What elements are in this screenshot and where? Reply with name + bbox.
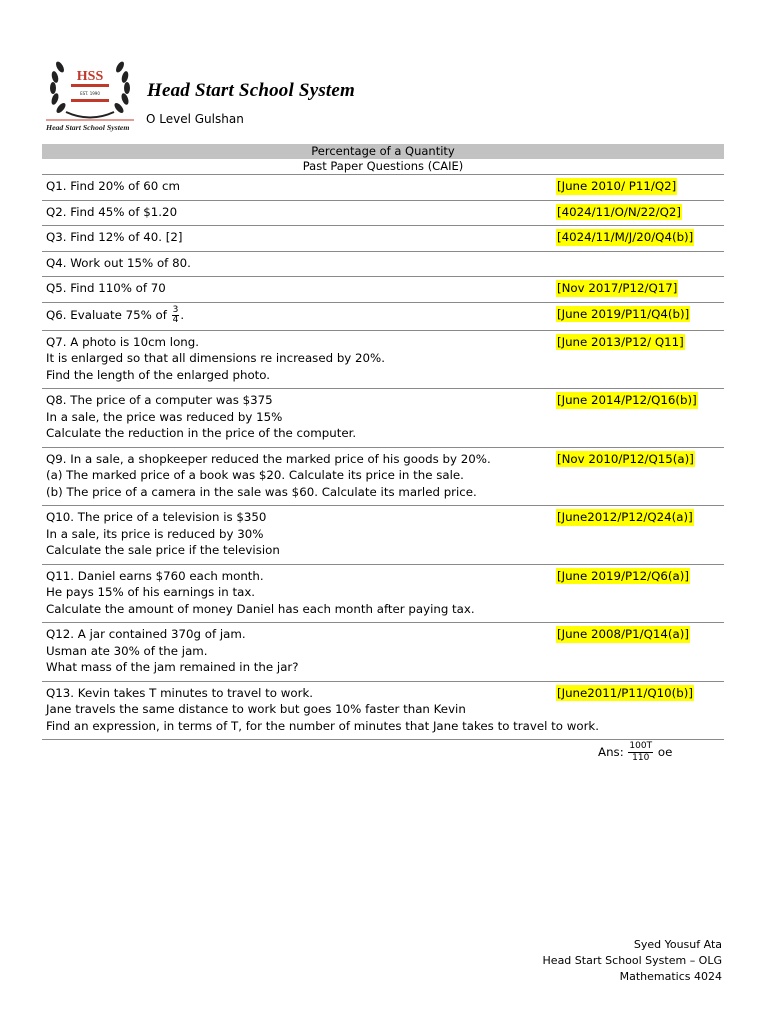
- question-line: In a sale, its price is reduced by 30%: [46, 526, 264, 541]
- question-line: Q9. In a sale, a shopkeeper reduced the marked price of his goods by 20%.: [46, 451, 491, 466]
- past-paper-reference: [June 2019/P12/Q6(a)]: [557, 568, 689, 583]
- question-line: Calculate the sale price if the television: [46, 543, 280, 557]
- question-line: Q4. Work out 15% of 80.: [46, 255, 191, 270]
- question-text: [46, 451, 551, 501]
- footer-author: Syed Yousuf Ata: [633, 938, 722, 951]
- past-paper-reference: [Nov 2017/P12/Q17]: [557, 281, 678, 295]
- question-line: Q13. Kevin takes T minutes to travel to work.: [46, 685, 314, 700]
- question-text: [46, 568, 551, 618]
- question-row: [42, 303, 724, 331]
- question-text: [46, 204, 551, 221]
- question-row: [42, 174, 724, 201]
- past-paper-reference: [June 2014/P12/Q16(b)]: [557, 393, 697, 407]
- question-line: Find an expression, in terms of T, for the number of minutes that Jane takes to travel to work.: [46, 718, 600, 733]
- subtitle-heading: Past Paper Questions (CAIE): [302, 159, 464, 173]
- past-paper-reference: [June 2013/P12/ Q11]: [557, 334, 684, 349]
- school-name: Head Start School System: [147, 80, 356, 101]
- question-list: [42, 174, 724, 740]
- question-line: Q7. A photo is 10cm long.: [46, 334, 200, 349]
- answer-q13: [598, 741, 672, 764]
- question-text: [46, 229, 551, 246]
- answer-denominator: 110: [632, 753, 650, 763]
- answer-fraction: [628, 741, 653, 764]
- question-line: It is enlarged so that all dimensions re increased by 20%.: [46, 351, 386, 365]
- question-line: Q2. Find 45% of $1.20: [46, 204, 178, 219]
- question-line: Calculate the amount of money Daniel has each month after paying tax.: [46, 601, 475, 616]
- question-line: Calculate the reduction in the price of the computer.: [46, 426, 357, 440]
- question-row: [42, 448, 724, 507]
- question-row: [42, 252, 724, 278]
- question-text: [46, 509, 551, 559]
- past-paper-reference: [June2011/P11/Q10(b)]: [557, 685, 693, 700]
- question-row: [42, 226, 724, 252]
- question-row: [42, 682, 724, 741]
- question-prefix: Q6. Evaluate 75% of: [46, 307, 171, 322]
- footer-school: Head Start School System – OLG: [542, 954, 722, 967]
- question-text: [46, 255, 551, 272]
- question-row: [42, 331, 724, 390]
- answer-suffix: oe: [657, 745, 673, 759]
- past-paper-reference: [June 2019/P11/Q4(b)]: [557, 306, 690, 321]
- answer-numerator: 100T: [629, 741, 653, 751]
- past-paper-reference: [June2012/P12/Q24(a)]: [557, 510, 693, 524]
- footer-subject: Mathematics 4024: [619, 970, 722, 983]
- logo-letters: HSS: [76, 69, 104, 84]
- past-paper-reference: [4024/11/M/J/20/Q4(b)]: [557, 230, 694, 244]
- question-line: Q5. Find 110% of 70: [46, 281, 166, 295]
- fraction-denominator: 4: [172, 314, 179, 325]
- question-line: What mass of the jam remained in the jar?: [46, 660, 299, 674]
- question-text: [46, 334, 551, 384]
- footer: [543, 937, 722, 985]
- question-text: [46, 178, 551, 195]
- past-paper-reference: [Nov 2010/P12/Q15(a)]: [557, 451, 694, 466]
- branch-name: O Level Gulshan: [146, 112, 244, 126]
- question-text: [46, 392, 551, 442]
- question-line: [46, 306, 551, 325]
- question-line: (b) The price of a camera in the sale was $60. Calculate its marled price.: [46, 484, 477, 499]
- question-row: [42, 623, 724, 682]
- question-row: [42, 389, 724, 448]
- question-line: He pays 15% of his earnings in tax.: [46, 585, 256, 599]
- question-line: Q1. Find 20% of 60 cm: [46, 179, 181, 193]
- question-line: Q11. Daniel earns $760 each month.: [46, 568, 264, 583]
- fraction-numerator: 3: [172, 304, 179, 315]
- question-text: [46, 626, 551, 676]
- past-paper-reference: [June 2010/ P11/Q2]: [557, 179, 677, 193]
- question-line: Q10. The price of a television is $350: [46, 510, 267, 524]
- question-row: [42, 201, 724, 227]
- question-line: Usman ate 30% of the jam.: [46, 643, 208, 658]
- past-paper-reference: [4024/11/O/N/22/Q2]: [557, 204, 682, 219]
- question-line: Q8. The price of a computer was $375: [46, 393, 273, 407]
- question-line: In a sale, the price was reduced by 15%: [46, 409, 283, 424]
- question-line: Find the length of the enlarged photo.: [46, 367, 271, 382]
- question-text: [46, 685, 600, 735]
- question-line: Q3. Find 12% of 40. [2]: [46, 230, 183, 244]
- question-suffix: .: [180, 307, 185, 322]
- logo-est: EST. 1990: [80, 91, 100, 96]
- question-line: Q12. A jar contained 370g of jam.: [46, 627, 246, 641]
- question-text: [46, 280, 551, 297]
- fraction: [172, 306, 180, 325]
- topic-heading: Percentage of a Quantity: [42, 144, 724, 159]
- question-line: Jane travels the same distance to work but goes 10% faster than Kevin: [46, 702, 466, 716]
- question-row: [42, 277, 724, 303]
- past-paper-reference: [June 2008/P1/Q14(a)]: [557, 627, 689, 641]
- question-row: [42, 565, 724, 624]
- worksheet: [42, 144, 724, 740]
- question-line: (a) The marked price of a book was $20. Calculate its price in the sale.: [46, 468, 464, 482]
- answer-label: Ans:: [598, 745, 624, 759]
- logo-caption: Head Start School System: [46, 123, 130, 132]
- question-row: [42, 506, 724, 565]
- question-text: [46, 306, 551, 325]
- school-logo: [46, 57, 134, 133]
